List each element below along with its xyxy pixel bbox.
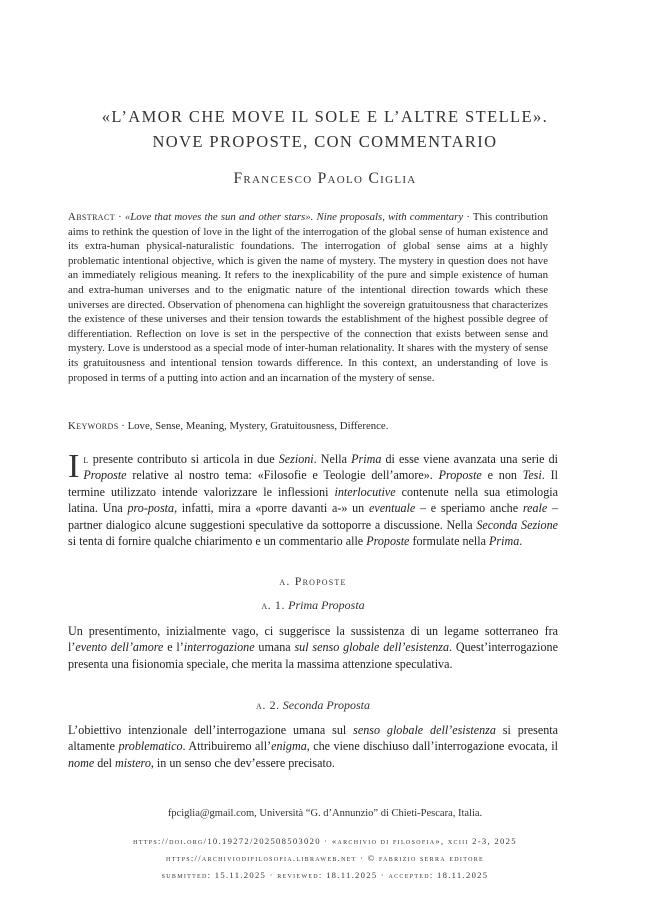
footer-author-affiliation: fpciglia@gmail.com, Università “G. d’Annunzio” di Chieti-Pescara, Italia.	[167, 808, 483, 819]
intro-text: contenute nella sua etimologia latina. Una	[68, 484, 558, 516]
section-heading: a. Proposte	[279, 574, 347, 588]
intro-emph: reale	[522, 501, 548, 516]
p2-text: del	[94, 755, 116, 770]
p1-emph: sul senso globale dell’esistenza	[294, 640, 450, 655]
subsection-heading-1	[68, 598, 558, 613]
title-line-2: NOVE PROPOSTE, CON COMMENTARIO	[152, 132, 498, 151]
intro-text: relative al nostro tema: «Filosofie e Teologie dell’amore».	[126, 468, 439, 483]
intro-text: formulate nella	[409, 534, 490, 549]
subsection-heading-2	[68, 698, 558, 713]
intro-text: . Il termine utilizzato intende valorizzare le inflessioni	[68, 468, 558, 499]
abstract-english-title: «Love that moves the sun and other stars». Nine proposals, with commentary	[124, 211, 464, 223]
subsection-number: a. 1.	[261, 598, 286, 612]
p2-text: , che viene dischiuso dall’interrogazione evocata, il	[306, 739, 559, 754]
paragraph-prima-proposta	[68, 623, 558, 672]
intro-emph: Seconda Sezione	[476, 517, 558, 532]
intro-emph: eventuale	[368, 501, 416, 516]
keywords	[68, 419, 548, 434]
abstract-separator-2: ·	[463, 211, 473, 223]
intro-emph: pro-posta	[127, 501, 175, 516]
p1-text: Un presentimento, inizialmente vago, ci suggerisce la sussistenza di un legame sotterraneo fra l’	[68, 624, 558, 655]
intro-emph: Sezioni	[278, 452, 314, 466]
intro-text: , infatti, mira a «porre davanti a-» un	[174, 501, 369, 516]
author-name: Francesco Paolo Ciglia	[233, 170, 417, 187]
intro-emph: Tesi	[522, 468, 542, 483]
p2-text: . Attribuiremo all’	[182, 739, 272, 754]
p2-emph: nome	[68, 755, 95, 770]
abstract-separator: ·	[115, 211, 125, 223]
drop-cap: I	[68, 448, 80, 485]
title-line-1: «L’AMOR CHE MOVE IL SOLE E L’ALTRE STELLE».	[101, 107, 549, 126]
intro-emph: Prima	[351, 452, 382, 466]
p1-text: . Quest’interrogazione presenta una fisionomia speciale, che merita la massima attenzione speculativa.	[68, 640, 558, 671]
p2-emph: mistero	[115, 755, 151, 770]
intro-text: – e speriamo anche	[415, 501, 523, 516]
subsection-title: Seconda Proposta	[282, 698, 370, 712]
footer-doi: https://doi.org/10.19272/202508503020 · «archivio di filosofia», xciii 2-3, 2025	[133, 836, 517, 846]
intro-emph: Proposte	[83, 468, 127, 483]
intro-text: e non	[481, 468, 523, 483]
p1-text: e l’	[163, 640, 184, 655]
p2-emph: problematico	[118, 739, 183, 754]
intro-first-word: l	[83, 452, 89, 466]
intro-text: – partner dialogico alcune suggestioni speculative da sottoporre a discussione. Nella	[68, 501, 558, 532]
p2-emph: enigma	[271, 739, 307, 754]
intro-text: .	[519, 534, 523, 549]
subsection-title: Prima Proposta	[288, 598, 365, 612]
keywords-label: Keywords	[68, 420, 119, 432]
intro-emph: interlocutive	[334, 484, 396, 499]
intro-emph: Proposte	[438, 468, 482, 483]
p2-text: , in un senso che dev’essere precisato.	[150, 755, 335, 770]
keywords-text: Love, Sense, Meaning, Mystery, Gratuitousness, Difference.	[127, 420, 389, 432]
intro-text: . Nella	[313, 452, 352, 466]
intro-text: di esse viene avanzata una serie di	[381, 452, 558, 466]
keywords-separator: ·	[118, 420, 128, 432]
intro-text: si tenta di fornire qualche chiarimento e un commentario alle	[68, 534, 367, 549]
p2-text: si presenta altamente	[68, 723, 559, 754]
p1-emph: evento dell’amore	[75, 640, 164, 655]
abstract	[68, 210, 548, 385]
footer-website: https://archiviodifilosofia.libraweb.net · © fabrizio serra editore	[166, 853, 484, 863]
paragraph-seconda-proposta	[68, 722, 558, 771]
subsection-number: a. 2.	[256, 698, 280, 712]
intro-emph: Proposte	[366, 534, 410, 549]
intro-emph: Prima	[489, 534, 520, 549]
article-title	[40, 104, 610, 154]
p1-text: umana	[254, 640, 295, 655]
intro-paragraph	[68, 448, 558, 549]
p2-emph: senso globale dell’esistenza	[353, 723, 496, 737]
intro-text: presente contributo si articola in due	[88, 452, 279, 466]
p2-text: L’obiettivo intenzionale dell’interrogazione umana sul	[68, 723, 354, 737]
abstract-label: Abstract	[68, 211, 116, 223]
footer-dates: submitted: 15.11.2025 · reviewed: 18.11.2025 · accepted: 18.11.2025	[161, 870, 489, 880]
p1-emph: interrogazione	[183, 640, 255, 655]
abstract-text: This contribution aims to rethink the question of love in the light of the interrogation of the global sense of human existence and its extra-human physical-naturalistic foundations. The interrogation of global sense aims at a highly problematic intentional objective, which is given the name of mystery. The mystery in question does not have an immediately religious meaning. It refers to the inexplicability of the pure and simple existence of human and extra-human universes and to the enigmatic nature of the intentional direction towards which these universes are directed. Observation of phenomena can highlight the sovereign gratuitousness that characterizes the existence of these universes and their tension towards the establishment of the highest possible degree of differentiation. Reflection on love is set in the perspective of the connection that exists between sense and mystery. Love is understood as a special mode of inter-human relationality. It shares with the mystery of sense its gratuitousness and intentional tension towards difference. In this context, an understanding of love is proposed in terms of a putting into action and an incarnation of the mystery of sense.	[68, 211, 548, 384]
